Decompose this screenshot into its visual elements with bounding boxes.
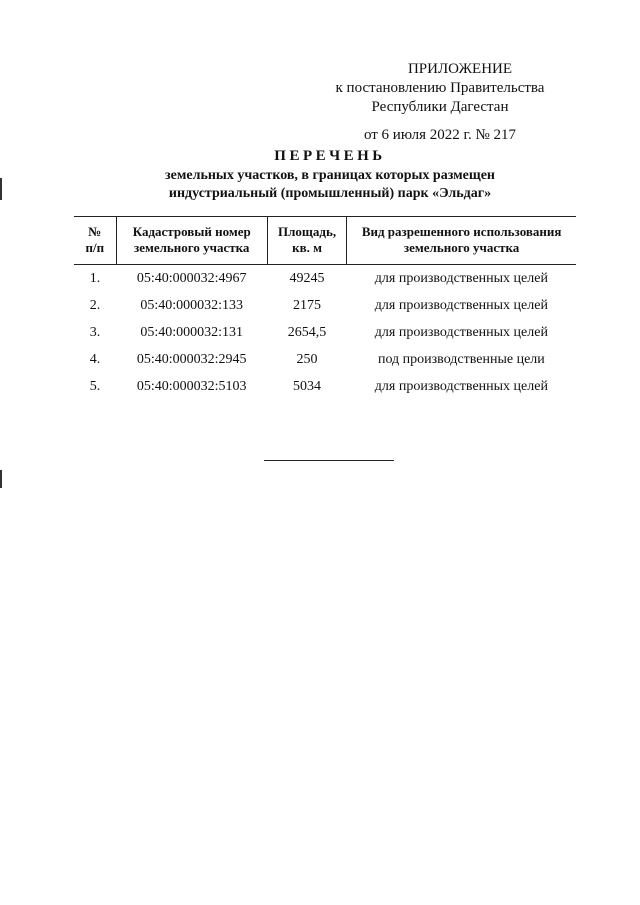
cell-area: 2175	[293, 297, 322, 313]
cell-number: 3.	[89, 324, 101, 340]
header-permitted-use	[347, 217, 576, 265]
header-number-line1: №	[88, 224, 102, 239]
header-area-line1: Площадь,	[278, 224, 337, 239]
appendix-date-number: от 6 июля 2022 г. № 217	[363, 127, 517, 143]
cell-cadastral: 05:40:000032:131	[140, 324, 244, 340]
cell-number: 2.	[89, 297, 101, 313]
cell-area: 250	[296, 351, 318, 367]
cell-area: 5034	[293, 378, 322, 394]
cell-area: 2654,5	[287, 324, 327, 340]
table-row	[74, 346, 576, 373]
cell-permitted-use: для производственных целей	[374, 270, 548, 286]
subtitle-line: земельных участков, в границах которых размещен	[165, 168, 495, 183]
header-cadastral-line2: земельного участка	[134, 240, 250, 255]
cell-area: 49245	[289, 270, 325, 286]
header-number-line2: п/п	[85, 240, 105, 255]
table-row	[74, 265, 576, 293]
cell-number: 5.	[89, 378, 101, 394]
header-area-line2: кв. м	[292, 240, 322, 255]
cell-number: 1.	[89, 270, 101, 286]
scan-margin-mark	[0, 178, 2, 200]
cell-cadastral: 05:40:000032:2945	[136, 351, 247, 367]
appendix-decree-line: к постановлению Правительства	[335, 80, 545, 96]
header-use-line1: Вид разрешенного использования	[361, 224, 562, 239]
cell-cadastral: 05:40:000032:5103	[136, 378, 247, 394]
cell-permitted-use: для производственных целей	[374, 324, 548, 340]
cell-cadastral: 05:40:000032:133	[140, 297, 244, 313]
header-use-line2: земельного участка	[403, 240, 520, 255]
header-number	[74, 217, 116, 265]
appendix-heading: ПРИЛОЖЕНИЕ	[407, 61, 513, 77]
cell-permitted-use: под производственные цели	[377, 351, 545, 367]
cell-number: 4.	[89, 351, 101, 367]
header-area	[267, 217, 346, 265]
header-cadastral	[116, 217, 267, 265]
document-title: ПЕРЕЧЕНЬ	[274, 148, 386, 164]
appendix-government-line: Республики Дагестан	[371, 99, 509, 115]
cell-permitted-use: для производственных целей	[374, 378, 548, 394]
table-row	[74, 319, 576, 346]
subtitle-line: индустриальный (промышленный) парк «Эльдаг»	[168, 186, 492, 201]
cell-permitted-use: для производственных целей	[374, 297, 548, 313]
scan-margin-mark	[0, 470, 2, 488]
land-plots-table	[74, 216, 576, 400]
cell-cadastral: 05:40:000032:4967	[136, 270, 247, 286]
document-subtitle	[100, 167, 560, 203]
table-row	[74, 373, 576, 400]
closing-divider	[264, 460, 394, 461]
header-cadastral-line1: Кадастровый номер	[132, 224, 251, 239]
table-row	[74, 292, 576, 319]
table-header-row	[74, 217, 576, 265]
appendix-block	[310, 60, 570, 145]
